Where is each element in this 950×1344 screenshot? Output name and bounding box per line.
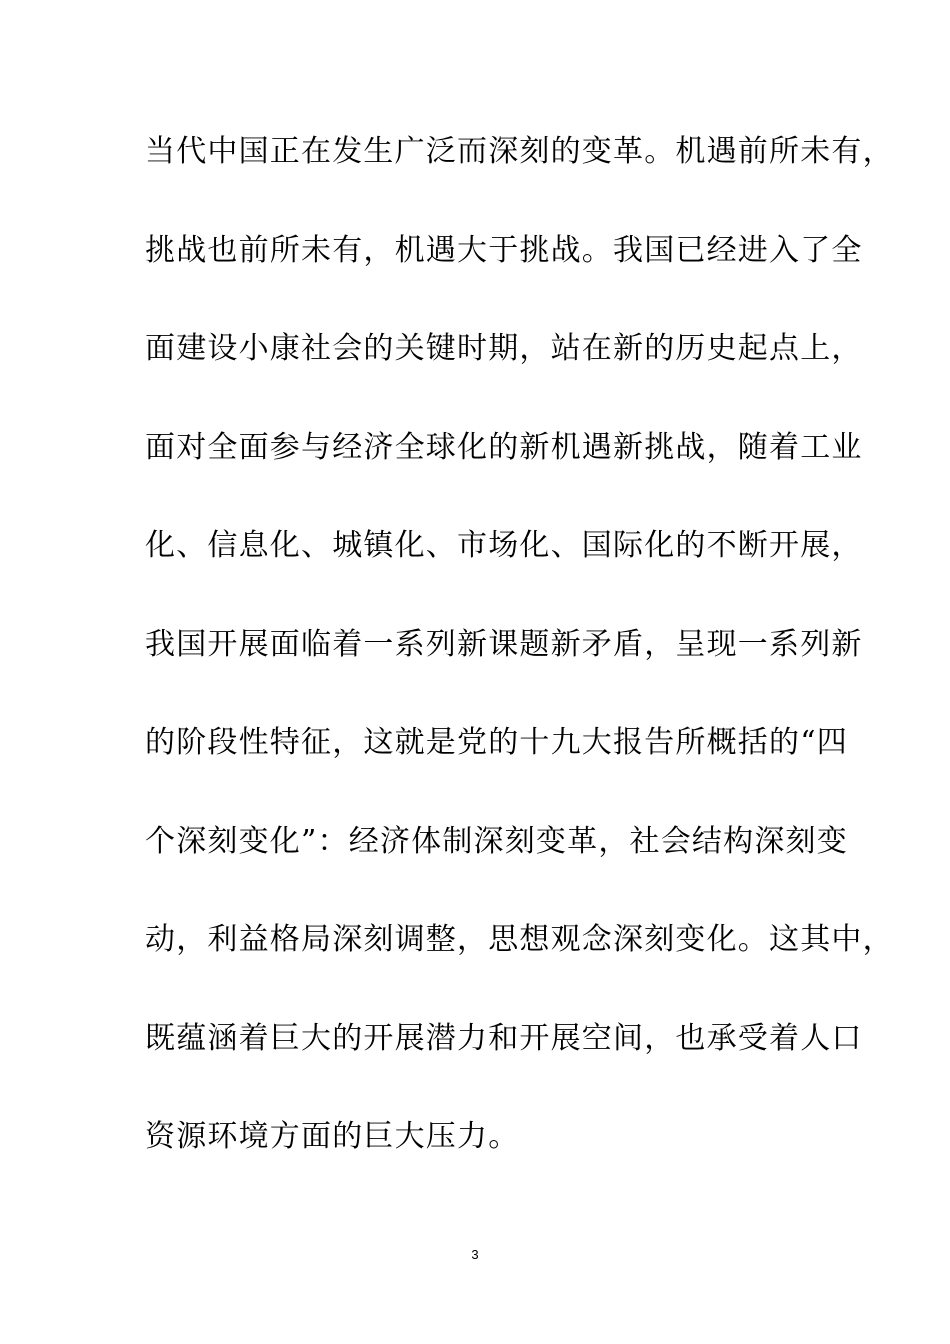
body-paragraph (145, 122, 894, 1206)
paragraph-line: 我国开展面临着一系列新课题新矛盾，呈现一系列新 (145, 626, 863, 662)
paragraph-line: 当代中国正在发生广泛而深刻的变革。机遇前所未有， (145, 134, 894, 169)
paragraph-line: 个深刻变化”：经济体制深刻变革，社会结构深刻变 (145, 823, 848, 859)
paragraph-line: 化、信息化、城镇化、市场化、国际化的不断开展， (145, 528, 863, 563)
paragraph-line: 面对全面参与经济全球化的新机遇新挑战，随着工业 (145, 429, 863, 465)
page-number: 3 (471, 1247, 479, 1262)
paragraph-line: 面建设小康社会的关键时期，站在新的历史起点上， (145, 331, 863, 366)
paragraph-line: 既蕴涵着巨大的开展潜力和开展空间，也承受着人口 (145, 1020, 863, 1056)
paragraph-line: 的阶段性特征，这就是党的十九大报告所概括的“四 (145, 725, 848, 760)
paragraph-line: 动，利益格局深刻调整，思想观念深刻变化。这其中， (145, 922, 894, 957)
paragraph-line: 资源环境方面的巨大压力。 (145, 1119, 520, 1154)
paragraph-line: 挑战也前所未有，机遇大于挑战。我国已经进入了全 (145, 232, 863, 268)
